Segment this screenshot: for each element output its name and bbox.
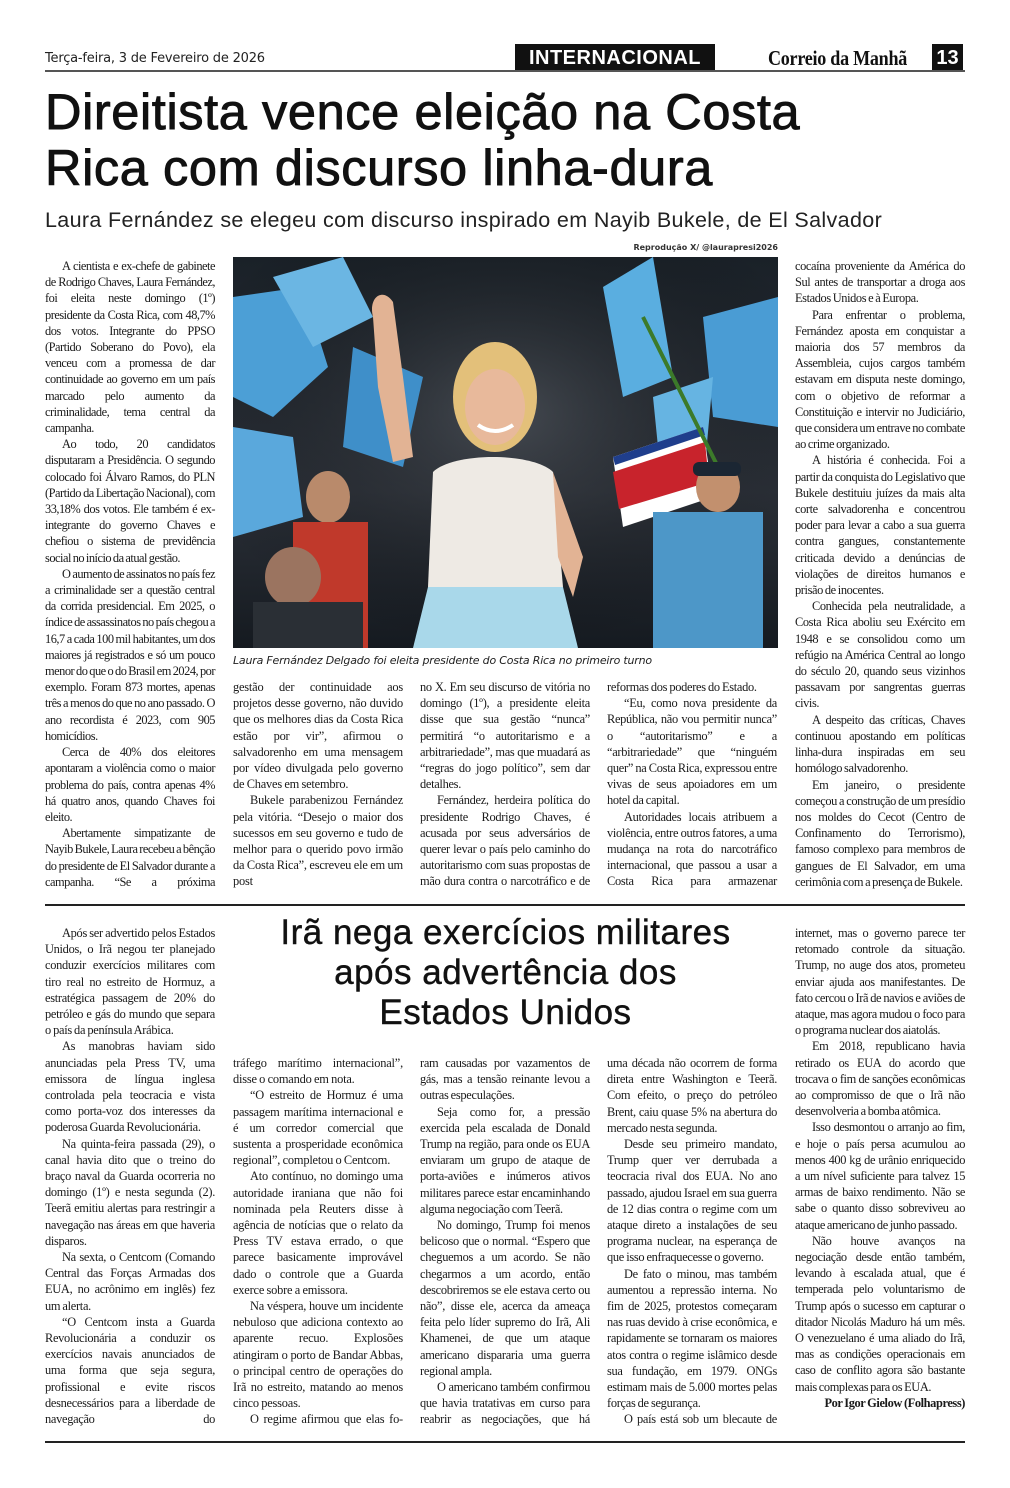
photo-credit: Reprodução X/ @laurapresi2026 bbox=[633, 243, 778, 252]
paragraph: Ato contínuo, no domingo uma autoridade iraniana que não foi nominada pela Reuters disse à agência de notícias que o relato da Press TV estava errado, o que parece basicamente improvável dado o controle que a Guarda exerce sobre a emissora. bbox=[233, 1169, 403, 1297]
paragraph: Fernández, herdeira política do presidente Rodrigo Chaves, é acusada por seus adversários de querer levar o país pelo caminho do autoritarismo com suas propostas de mão dura contra o narcotráfico e de bbox=[420, 793, 590, 889]
paragraph: reformas dos poderes do Estado. bbox=[607, 680, 757, 694]
article1-column bbox=[607, 679, 777, 890]
article1-headline bbox=[45, 84, 985, 196]
election-celebration-image bbox=[233, 257, 778, 648]
paragraph: no X. Em seu discurso de vitória no domingo (1º), a presidente eleita disse que sua gestão “nunca” permitirá “o autoritarismo e a arbitrariedade”, mas que muadará as “regras do jogo político”, sem dar detalhes. bbox=[420, 680, 590, 792]
paragraph: Bukele parabenizou Fernández pela vitória. “Desejo o maior dos sucessos em seu governo e tudo de melhor para o querido povo irmão da Costa Rica”, escreveu ele em um post bbox=[233, 793, 403, 889]
article1-column bbox=[233, 679, 403, 890]
paragraph: gestão der continuidade aos projetos desse governo, não duvido que os melhores dias da Costa Rica estão por vir”, afirmou o salvadorenho em uma mensagem por vídeo divulgada pelo governo de Chaves em setembro. bbox=[233, 680, 403, 792]
paragraph: “O Centcom insta a Guarda Revolucionária a conduzir os exercícios navais anunciados de uma forma que seja segura, profissional e evite riscos desnecessários para a liberdade de navegação do bbox=[45, 1314, 215, 1427]
article2-headline bbox=[233, 913, 778, 1033]
issue-date: Terça-feira, 3 de Fevereiro de 2026 bbox=[45, 51, 265, 66]
paragraph: Na quinta-feira passada (29), o canal havia dito que o treino do braço naval da Guarda ocorreria no domingo (1º) e nesta segunda (2). Teerã emitiu alertas para restringir a navegação nas áreas em que haveria disparos. bbox=[45, 1136, 215, 1248]
paragraph: “Eu, como nova presidente da República, não vou permitir nunca” o “autoritarismo” e a “arbitrariedade” que “ninguém quer” na Costa Rica, expressou entre vivas de seus apoiadores em um hotel da capital. bbox=[607, 696, 777, 808]
paragraph: A história é conhecida. Foi a partir da conquista do Legislativo que Bukele destituiu juízes da mais alta corte salvadorenha e concentrou poder para levar a cabo a sua guerra contra gangues, constantemente criticada devido a denúncias de violações de direitos humanos e prisão de inocentes. bbox=[795, 453, 965, 598]
paragraph: Ao todo, 20 candidatos disputaram a Presidência. O segundo colocado foi Álvaro Ramos, do PLN (Partido da Libertação Nacional), com 33,18% dos votos. Ele também é ex-integrante do governo Chaves e chefiou o sistema de previdência social no início da atual gestão. bbox=[45, 437, 215, 565]
paragraph: Após ser advertido pelos Estados Unidos, o Irã negou ter planejado conduzir exercícios militares com tiro real no estreito de Hormuz, a estratégica passagem de 20% do petróleo e gás do mundo que separa o país da península Arábica. bbox=[45, 926, 215, 1038]
article2-column bbox=[607, 1055, 777, 1428]
paragraph: As manobras haviam sido anunciadas pela Press TV, uma emissora de língua inglesa controlada pela teocracia e vista como porta-voz dos interesses da poderosa Guarda Revolucionária. bbox=[45, 1039, 215, 1135]
paragraph: Conhecida pela neutralidade, a Costa Rica aboliu seu Exército em 1948 e se consolidou como um refúgio na América Central ao longo do século 20, quando seus vizinhos passavam por sangrentas guerras civis. bbox=[795, 599, 965, 711]
paragraph: O americano também confirmou que havia tratativas em curso para reabrir as negociações, que há bbox=[420, 1380, 590, 1427]
paragraph: Cerca de 40% dos eleitores apontaram a violência como o maior problema do país, contra apenas 4% há quatro anos, quando Chaves foi eleito. bbox=[45, 745, 215, 824]
paragraph: Abertamente simpatizante de Nayib Bukele, Laura recebeu a bênção do presidente de El Salvador durante a campanha. “Se a próxima bbox=[45, 826, 215, 889]
paragraph: Na véspera, houve um incidente nebuloso que adiciona contexto ao aparente recuo. Explosões atingiram o porto de Bandar Abbas, o principal centro de operações do Irã no estreito, matando ao menos cinco pessoas. bbox=[233, 1299, 403, 1411]
headline-line: Rica com discurso linha-dura bbox=[45, 139, 713, 196]
article1-column bbox=[45, 258, 215, 890]
paragraph: A cientista e ex-chefe de gabinete de Rodrigo Chaves, Laura Fernández, foi eleita neste domingo (1º) presidente da Costa Rica, com 48,7% dos votos. Integrante do PPSO (Partido Soberano do Povo), ela venceu com a promessa de dar continuidade ao governo em um país marcado pelo aumento da criminalidade, tema central da campanha. bbox=[45, 259, 215, 436]
paragraph: A despeito das críticas, Chaves continuou apostando em políticas linha-dura inspiradas em seu homólogo salvadorenho. bbox=[795, 712, 965, 776]
paragraph: internet, mas o governo parece ter retomado controle da situação. Trump, no auge dos atos, prometeu enviar ajuda aos manifestantes. De fato cercou o Irã de navios e aviões de ataque, mas agora mudou o foco para o programa nuclear dos aiatolás. bbox=[795, 926, 965, 1038]
paragraph: Em janeiro, o presidente começou a construção de um presídio nos moldes do Cecot (Centro de Confinamento do Terrorismo), famoso complexo para membros de gangues de El Salvador, em uma cerimônia com a presença de Bukele. bbox=[795, 777, 965, 889]
paragraph: Isso desmontou o arranjo ao fim, e hoje o país persa acumulou ao menos 400 kg de urânio enriquecido a um nível suficiente para talvez 15 armas de baixo rendimento. Não se sabe o quanto disso sobreviveu ao ataque americano de junho passado. bbox=[795, 1120, 965, 1232]
article2-column bbox=[795, 925, 965, 1411]
paragraph: Na sexta, o Centcom (Comando Central das Forças Armadas dos EUA, no acrônimo em inglês) fez um alerta. bbox=[45, 1250, 215, 1313]
paragraph: Para enfrentar o problema, Fernández aposta em conquistar a maioria dos 57 membros da Assembleia, cujos cargos também estavam em disputa neste domingo, com o objetivo de reformar a Constituição e intervir no Judiciário, que considera um entrave no combate ao crime organizado. bbox=[795, 307, 966, 452]
headline-line: Direitista vence eleição na Costa bbox=[45, 83, 801, 140]
paragraph: Autoridades locais atribuem a violência, entre outros fatores, a uma mudança na rota do narcotráfico internacional, que passou a usar a Costa Rica para armazenar bbox=[607, 809, 777, 889]
article1-photo bbox=[233, 257, 778, 648]
paragraph: uma década não ocorrem de forma direta entre Washington e Teerã. Com efeito, o preço do petróleo Brent, caiu quase 5% na abertura do mercado nesta segunda. bbox=[607, 1056, 777, 1135]
article1-subhead: Laura Fernández se elegeu com discurso inspirado em Nayib Bukele, de El Salvador bbox=[45, 208, 883, 232]
article1-column bbox=[795, 258, 965, 890]
headline-line: Irã nega exercícios militares bbox=[280, 913, 731, 952]
paragraph: Não houve avanços na negociação desde então também, levando à escalada atual, que é temperada pelo voluntarismo de Trump após o sucesso em capturar o ditador Nicolás Maduro há um mês. O venezuelano é uma aliado do Irã, mas as condições operacionais em caso de conflito agora são bastante mais complexas para os EUA. bbox=[795, 1233, 965, 1394]
paragraph: O aumento de assinatos no país fez a criminalidade ser a questão central da corrida presidencial. Em 2025, o índice de assassinatos no país chegou a 16,7 a cada 100 mil habitantes, um dos maiores já registrados e só um pouco menor do que o do Brasil em 2024, por exemplo. Foram 873 mortes, apenas três a menos do que no ano passado. O ano recordista é 2023, com 905 homicídios. bbox=[45, 566, 215, 743]
article2-column bbox=[233, 1055, 403, 1428]
paragraph: ram causadas por vazamentos de gás, mas a tensão reinante levou a outras especulações. bbox=[420, 1056, 590, 1103]
paragraph: “O estreito de Hormuz é uma passagem marítima internacional e é um corredor comercial que sustenta a prosperidade econômica regional”, completou o Centcom. bbox=[233, 1088, 403, 1168]
article2-column bbox=[45, 925, 215, 1427]
article1-column bbox=[420, 679, 590, 890]
paragraph: O país está sob um blecaute de bbox=[624, 1412, 777, 1427]
paragraph: O regime afirmou que elas fo- bbox=[250, 1412, 403, 1427]
footer-rule bbox=[45, 1441, 965, 1443]
newspaper-logo: Correio da Manhã bbox=[768, 46, 908, 70]
article2-column bbox=[420, 1055, 590, 1428]
byline: Por Igor Gielow (Folhapress) bbox=[824, 1395, 965, 1410]
paragraph: tráfego marítimo internacional”, disse o comando em nota. bbox=[233, 1056, 403, 1087]
headline-line: Estados Unidos bbox=[379, 993, 632, 1032]
paragraph: Desde seu primeiro mandato, Trump quer ver derrubada a teocracia rival dos EUA. No ano passado, ajudou Israel em sua guerra de 12 dias contra o regime com um ataque direto a instalações de seu programa nuclear, na esperança de que isso enfraquecesse o governo. bbox=[607, 1137, 777, 1265]
paragraph: Em 2018, republicano havia retirado os EUA do acordo que trocava o fim de sanções econômicas ao compromisso de que o Irã não desenvolveria a bomba atômica. bbox=[795, 1039, 965, 1119]
paragraph: No domingo, Trump foi menos belicoso que o normal. “Espero que cheguemos a um acordo. Se não chegarmos a um acordo, então descobriremos se ele estava certo ou não”, disse ele, acerca da ameaça feita pelo líder supremo do Irã, Ali Khamenei, de que um ataque americano dispararia uma guerra regional ampla. bbox=[420, 1218, 590, 1378]
paragraph: cocaína proveniente da América do Sul antes de transportar a droga aos Estados Unidos e à Europa. bbox=[795, 259, 965, 306]
header-rule bbox=[45, 70, 965, 72]
section-label: INTERNACIONAL bbox=[515, 44, 715, 71]
photo-caption: Laura Fernández Delgado foi eleita presidente do Costa Rica no primeiro turno bbox=[233, 654, 652, 667]
page-number: 13 bbox=[932, 44, 963, 71]
article-divider bbox=[45, 904, 965, 906]
paragraph: Seja como for, a pressão exercida pela escalada de Donald Trump na região, para onde os EUA enviaram um grupo de ataque de porta-aviões e inúmeros ativos militares parece estar encaminhando alguma negociação com Teerã. bbox=[420, 1104, 590, 1216]
paragraph: De fato o minou, mas também aumentou a repressão interna. No fim de 2025, protestos começaram nas ruas devido à crise econômica, e rapidamente se tornaram os maiores atos contra o regime islâmico desde sua fundação, em 1979. ONGs estimam mais de 5.000 mortes pelas forças de segurança. bbox=[607, 1266, 777, 1411]
headline-line: após advertência dos bbox=[334, 953, 677, 992]
